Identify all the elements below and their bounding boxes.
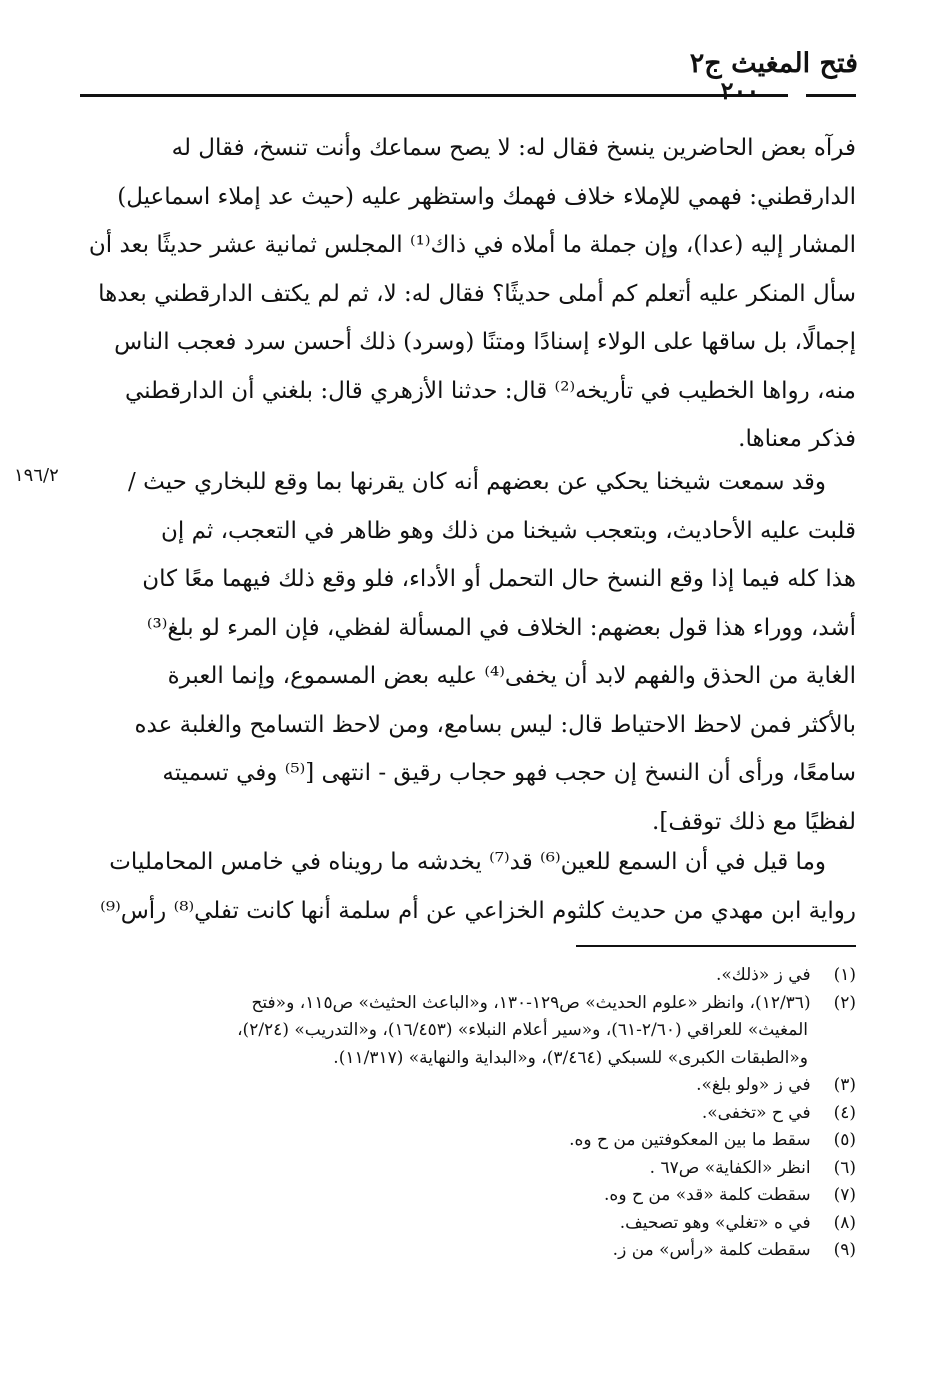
footnote-8 [80,1210,856,1238]
text-line: منه، رواها الخطيب في تأريخه⁽²⁾ قال: حدثنا الأزهري قال: بلغني أن الدارقطني [124,377,856,404]
footnote-text: سقطت كلمة «قد» من ح وه. [604,1185,811,1205]
text-line: فذكر معناها. [738,426,856,452]
paragraph-2 [80,458,856,846]
footnote-marker: (٥) [833,1130,856,1150]
text-line: فرآه بعض الحاضرين ينسخ فقال له: لا يصح سماعك وأنت تنسخ، فقال له [171,135,856,161]
paragraph-1 [80,124,856,464]
text-line: رواية ابن مهدي من حديث كلثوم الخزاعي عن أم سلمة أنها كانت تفلي⁽⁸⁾ رأس⁽⁹⁾ [100,897,856,924]
footnote-1 [80,962,856,990]
text-line: سأل المنكر عليه أتعلم كم أملى حديثًا؟ فقال له: لا، ثم لم يكتف الدارقطني بعدها [98,280,856,307]
text-line: لفظيًا مع ذلك توقف]. [652,808,856,835]
text-line: الدارقطني: فهمي للإملاء خلاف فهمك واستظهر عليه (حيث عد إملاء اسماعيل) [117,183,856,210]
header-rule-short [806,94,856,97]
text-line: قلبت عليه الأحاديث، وبتعجب شيخنا من ذلك وهو ظاهر في التعجب، ثم إن [161,517,856,544]
footnote-text: في ح «تخفى». [701,1102,811,1123]
footnote-marker: (٣) [833,1075,856,1095]
footnote-marker: (٧) [833,1185,856,1205]
margin-reference: ١٩٦/٢ [14,465,59,486]
footnote-text: سقط ما بين المعكوفتين من ح وه. [569,1130,811,1150]
footnote-6 [80,1155,856,1183]
footnote-text: سقطت كلمة «رأس» من ز. [612,1240,811,1260]
text-line: إجمالًا، بل ساقها على الولاء إسنادًا ومتنًا (وسرد) ذلك أحسن سرد فعجب الناس [114,329,856,355]
footnote-text: انظر «الكفاية» ص٦٧ . [649,1157,811,1178]
footnote-9 [80,1237,856,1265]
footnote-marker: (٢) [833,992,856,1013]
footnote-7 [80,1182,856,1210]
footnote-text: في ز «ولو بلغ». [696,1075,811,1095]
footnote-2-continued: المغيث» للعراقي (٢/٦٠-٦١)، و«سير أعلام النبلاء» (١٦/٤٥٣)، و«التدريب» (٢/٢٤)، [237,1020,808,1040]
header-rule [80,94,788,97]
text-line: الغاية من الحذق والفهم لابد أن يخفى⁽⁴⁾ عليه بعض المسموع، وإنما العبرة [167,663,856,689]
text-line: وما قيل في أن السمع للعين⁽⁶⁾ قد⁽⁷⁾ يخدشه ما رويناه في خامس المحامليات [109,849,826,875]
text-line: سامعًا، ورأى أن النسخ إن حجب فهو حجاب رقيق - انتهى [⁽⁵⁾ وفي تسميته [162,760,856,786]
footnote-marker: (٩) [833,1240,856,1260]
footnote-2 [80,990,856,1018]
running-header-title: فتح المغيث ج٢ [689,48,858,79]
footnote-text: في ز «ذلك». [715,965,811,985]
footnote-marker: (٨) [833,1212,856,1233]
text-line: المشار إليه (عدا)، وإن جملة ما أملاه في ذاك⁽¹⁾ المجلس ثمانية عشر حديثًا بعد أن [88,232,856,258]
paragraph-3 [80,838,856,935]
text-line: بالأكثر فمن لاحظ الاحتياط قال: ليس بسامع، ومن لاحظ التسامح والغلبة عده [134,711,856,738]
footnote-text: في ه «تغلي» وهو تصحيف. [619,1212,811,1233]
footnotes [80,962,856,1265]
footnote-3 [80,1072,856,1100]
footnote-marker: (٤) [833,1102,856,1123]
footnote-text: (١٢/٣٦)، وانظر «علوم الحديث» ص١٢٩-١٣٠، و«الباعث الحثيث» ص١١٥، و«فتح [251,992,811,1013]
footnote-5 [80,1127,856,1155]
footnote-marker: (٦) [833,1157,856,1178]
text-line: أشد، ووراء هذا قول بعضهم: الخلاف في المسألة لفظي، فإن المرء لو بلغ⁽³⁾ [146,614,856,641]
footnote-4 [80,1100,856,1128]
text-line: وقد سمعت شيخنا يحكي عن بعضهم أنه كان يقرنها بما وقع للبخاري حيث / [128,469,826,495]
footnote-separator [576,945,856,947]
text-line: هذا كله فيما إذا وقع النسخ حال التحمل أو الأداء، فلو وقع ذلك فيهما معًا كان [142,566,856,592]
page-number: ٢٠٠ [720,76,760,105]
footnote-marker: (١) [833,965,856,985]
footnote-2-continued: و«الطبقات الكبرى» للسبكي (٣/٤٦٤)، و«البداية والنهاية» (١١/٣١٧). [333,1047,808,1068]
